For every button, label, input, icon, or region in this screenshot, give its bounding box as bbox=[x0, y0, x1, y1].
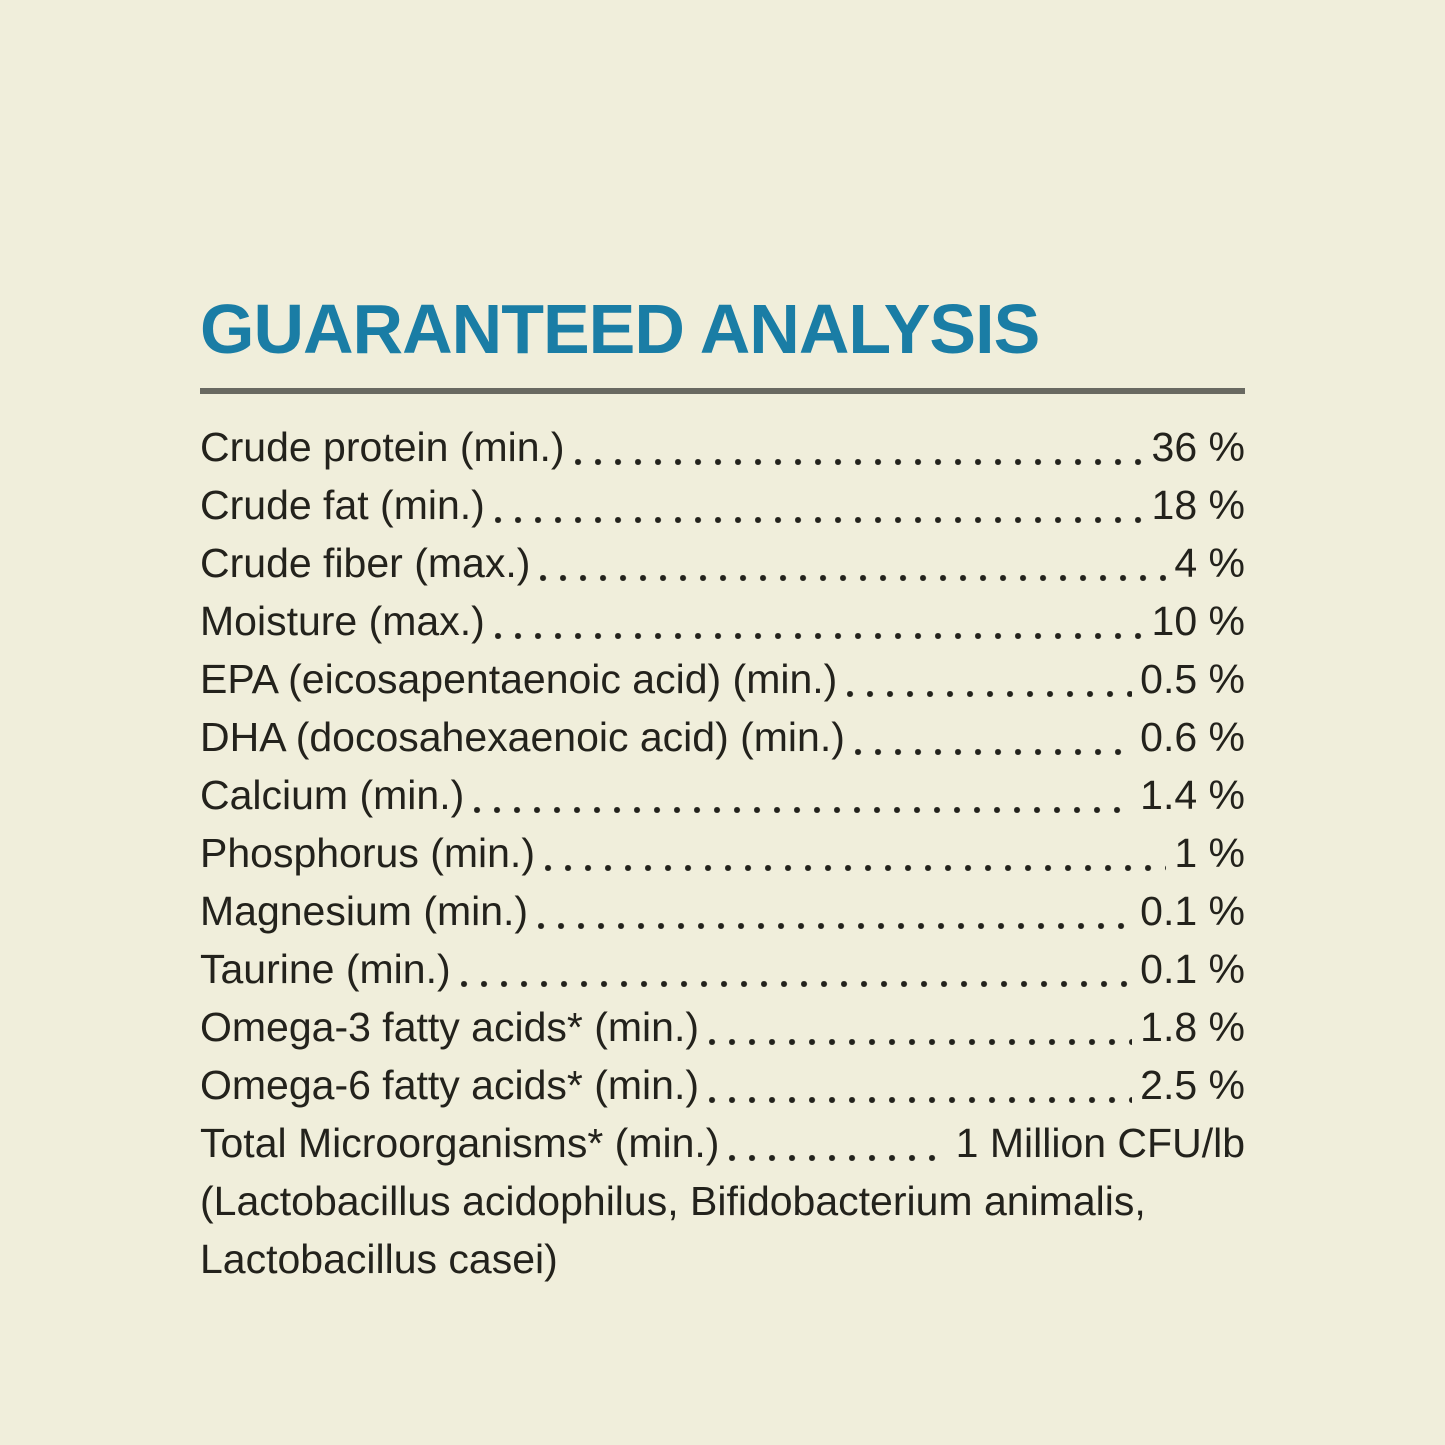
nutrient-label: Crude fat (min.) bbox=[200, 482, 485, 528]
dot-leader bbox=[855, 749, 1132, 755]
footnote-line: (Lactobacillus acidophilus, Bifidobacterium animalis, bbox=[200, 1178, 1146, 1224]
analysis-row bbox=[200, 1114, 1245, 1172]
analysis-table bbox=[200, 418, 1245, 1172]
nutrient-value: 1 % bbox=[1174, 830, 1245, 876]
nutrient-value: 1 Million CFU/lb bbox=[955, 1120, 1245, 1166]
nutrient-value: 1.4 % bbox=[1140, 772, 1245, 818]
analysis-row bbox=[200, 766, 1245, 824]
dot-leader bbox=[461, 981, 1133, 987]
footnote-line: Lactobacillus casei) bbox=[200, 1236, 558, 1282]
analysis-row bbox=[200, 882, 1245, 940]
dot-leader bbox=[495, 517, 1144, 523]
nutrient-value: 18 % bbox=[1151, 482, 1245, 528]
nutrient-label: EPA (eicosapentaenoic acid) (min.) bbox=[200, 656, 838, 702]
nutrient-label: DHA (docosahexaenoic acid) (min.) bbox=[200, 714, 845, 760]
nutrient-value: 0.5 % bbox=[1140, 656, 1245, 702]
dot-leader bbox=[729, 1155, 947, 1161]
nutrient-value: 10 % bbox=[1151, 598, 1245, 644]
nutrient-value: 0.6 % bbox=[1140, 714, 1245, 760]
dot-leader bbox=[709, 1097, 1132, 1103]
dot-leader bbox=[847, 691, 1132, 697]
analysis-row bbox=[200, 534, 1245, 592]
nutrient-label: Omega-6 fatty acids* (min.) bbox=[200, 1062, 699, 1108]
nutrient-value: 0.1 % bbox=[1140, 888, 1245, 934]
dot-leader bbox=[474, 807, 1132, 813]
nutrient-label: Moisture (max.) bbox=[200, 598, 485, 644]
dot-leader bbox=[709, 1039, 1132, 1045]
nutrient-value: 1.8 % bbox=[1140, 1004, 1245, 1050]
analysis-row bbox=[200, 1056, 1245, 1114]
dot-leader bbox=[495, 633, 1144, 639]
analysis-row bbox=[200, 592, 1245, 650]
microorganisms-footnote bbox=[200, 1172, 1245, 1288]
dot-leader bbox=[545, 865, 1166, 871]
nutrient-label: Calcium (min.) bbox=[200, 772, 465, 818]
page-title: GUARANTEED ANALYSIS bbox=[200, 290, 1040, 368]
analysis-row bbox=[200, 418, 1245, 476]
nutrient-label: Crude protein (min.) bbox=[200, 424, 565, 470]
analysis-row bbox=[200, 998, 1245, 1056]
analysis-row bbox=[200, 708, 1245, 766]
nutrient-value: 36 % bbox=[1151, 424, 1245, 470]
nutrient-value: 4 % bbox=[1174, 540, 1245, 586]
nutrient-value: 0.1 % bbox=[1140, 946, 1245, 992]
nutrient-value: 2.5 % bbox=[1140, 1062, 1245, 1108]
divider bbox=[200, 388, 1245, 394]
nutrient-label: Taurine (min.) bbox=[200, 946, 451, 992]
nutrient-label: Phosphorus (min.) bbox=[200, 830, 535, 876]
nutrient-label: Magnesium (min.) bbox=[200, 888, 529, 934]
nutrient-label: Total Microorganisms* (min.) bbox=[200, 1120, 720, 1166]
analysis-row bbox=[200, 476, 1245, 534]
dot-leader bbox=[538, 923, 1132, 929]
dot-leader bbox=[540, 575, 1166, 581]
analysis-row bbox=[200, 940, 1245, 998]
nutrient-label: Omega-3 fatty acids* (min.) bbox=[200, 1004, 699, 1050]
analysis-row bbox=[200, 650, 1245, 708]
analysis-row bbox=[200, 824, 1245, 882]
dot-leader bbox=[575, 459, 1144, 465]
nutrient-label: Crude fiber (max.) bbox=[200, 540, 531, 586]
